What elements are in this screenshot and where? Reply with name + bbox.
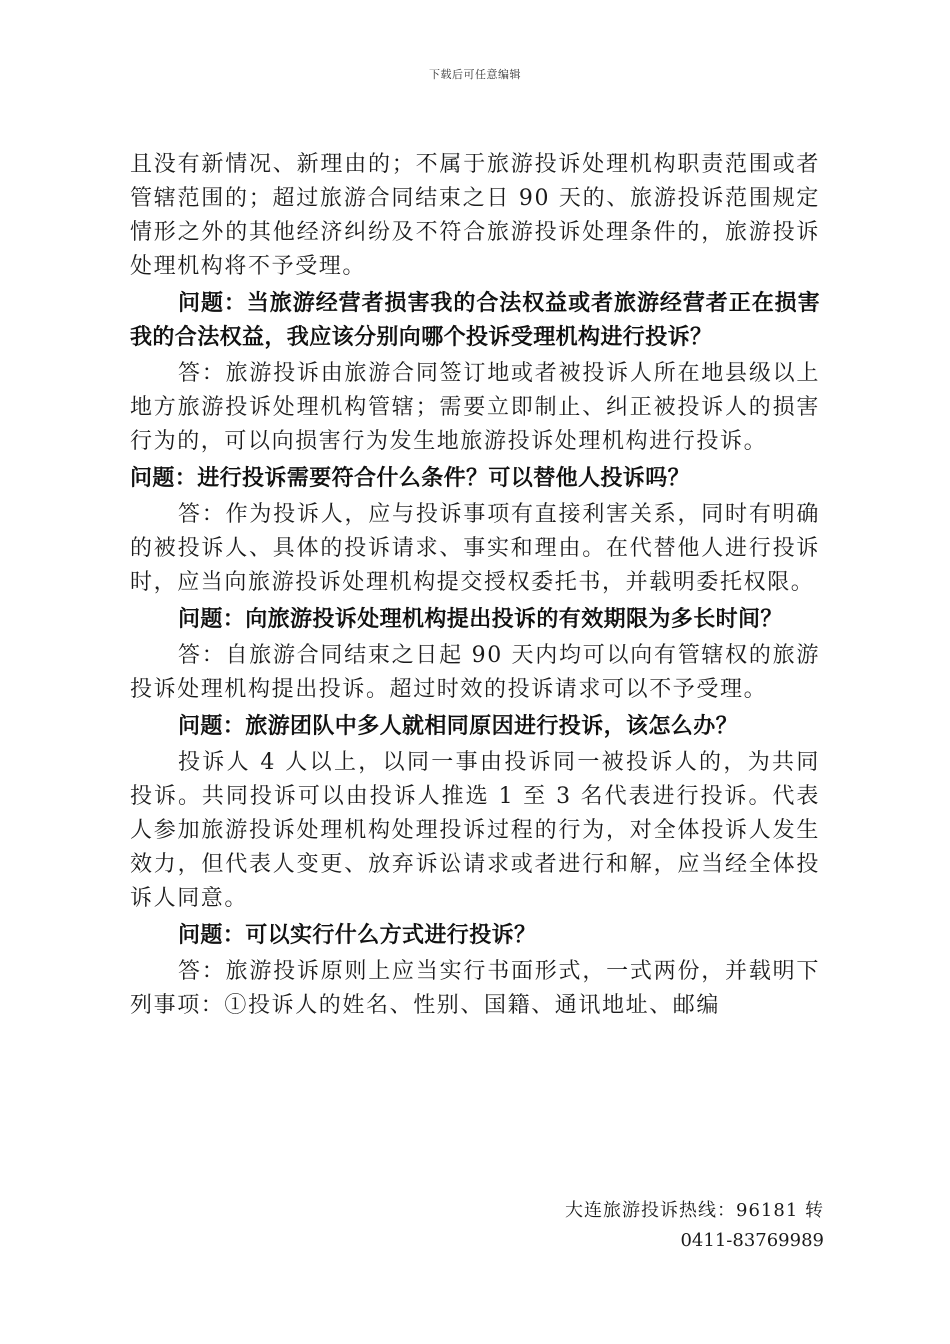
question-heading: 问题：向旅游投诉处理机构提出投诉的有效期限为多长时间？	[178, 607, 783, 632]
answer-paragraph: 答：旅游投诉原则上应当实行书面形式，一式两份，并载明下列事项：①投诉人的姓名、性别、国籍、通讯地址、邮编	[130, 959, 820, 1018]
hotline-number: 0411-83769989	[680, 1230, 824, 1251]
page-footer	[565, 1196, 824, 1256]
page-header: 下载后可任意编辑	[429, 68, 521, 81]
question-heading: 问题：进行投诉需要符合什么条件？可以替他人投诉吗？	[130, 466, 691, 491]
answer-paragraph: 答：旅游投诉由旅游合同签订地或者被投诉人所在地县级以上地方旅游投诉处理机构管辖；需要立即制止、纠正被投诉人的损害行为的，可以向损害行为发生地旅游投诉处理机构进行投诉。	[130, 361, 820, 454]
question-heading: 问题：旅游团队中多人就相同原因进行投诉，该怎么办？	[178, 714, 739, 739]
answer-paragraph: 答：作为投诉人，应与投诉事项有直接利害关系，同时有明确的被投诉人、具体的投诉请求、事实和理由。在代替他人进行投诉时，应当向旅游投诉处理机构提交授权委托书，并载明委托权限。	[130, 502, 820, 595]
hotline-label: 大连旅游投诉热线：96181 转	[565, 1200, 824, 1221]
question-heading: 问题：可以实行什么方式进行投诉？	[178, 923, 537, 948]
question-heading: 问题：当旅游经营者损害我的合法权益或者旅游经营者正在损害我的合法权益，我应该分别向哪个投诉受理机构进行投诉？	[130, 291, 820, 350]
answer-paragraph: 答：自旅游合同结束之日起 90 天内均可以向有管辖权的旅游投诉处理机构提出投诉。超过时效的投诉请求可以不予受理。	[130, 643, 820, 702]
document-body	[130, 148, 820, 1023]
paragraph-continued: 且没有新情况、新理由的；不属于旅游投诉处理机构职责范围或者管辖范围的；超过旅游合同结束之日 90 天的、旅游投诉范围规定情形之外的其他经济纠纷及不符合旅游投诉处理条件的，旅游投诉处理机构将不予受理。	[130, 152, 820, 279]
answer-paragraph: 投诉人 4 人以上，以同一事由投诉同一被投诉人的，为共同投诉。共同投诉可以由投诉人推选 1 至 3 名代表进行投诉。代表人参加旅游投诉处理机构处理投诉过程的行为，对全体投诉人发生效力，但代表人变更、放弃诉讼请求或者进行和解，应当经全体投诉人同意。	[130, 750, 820, 911]
